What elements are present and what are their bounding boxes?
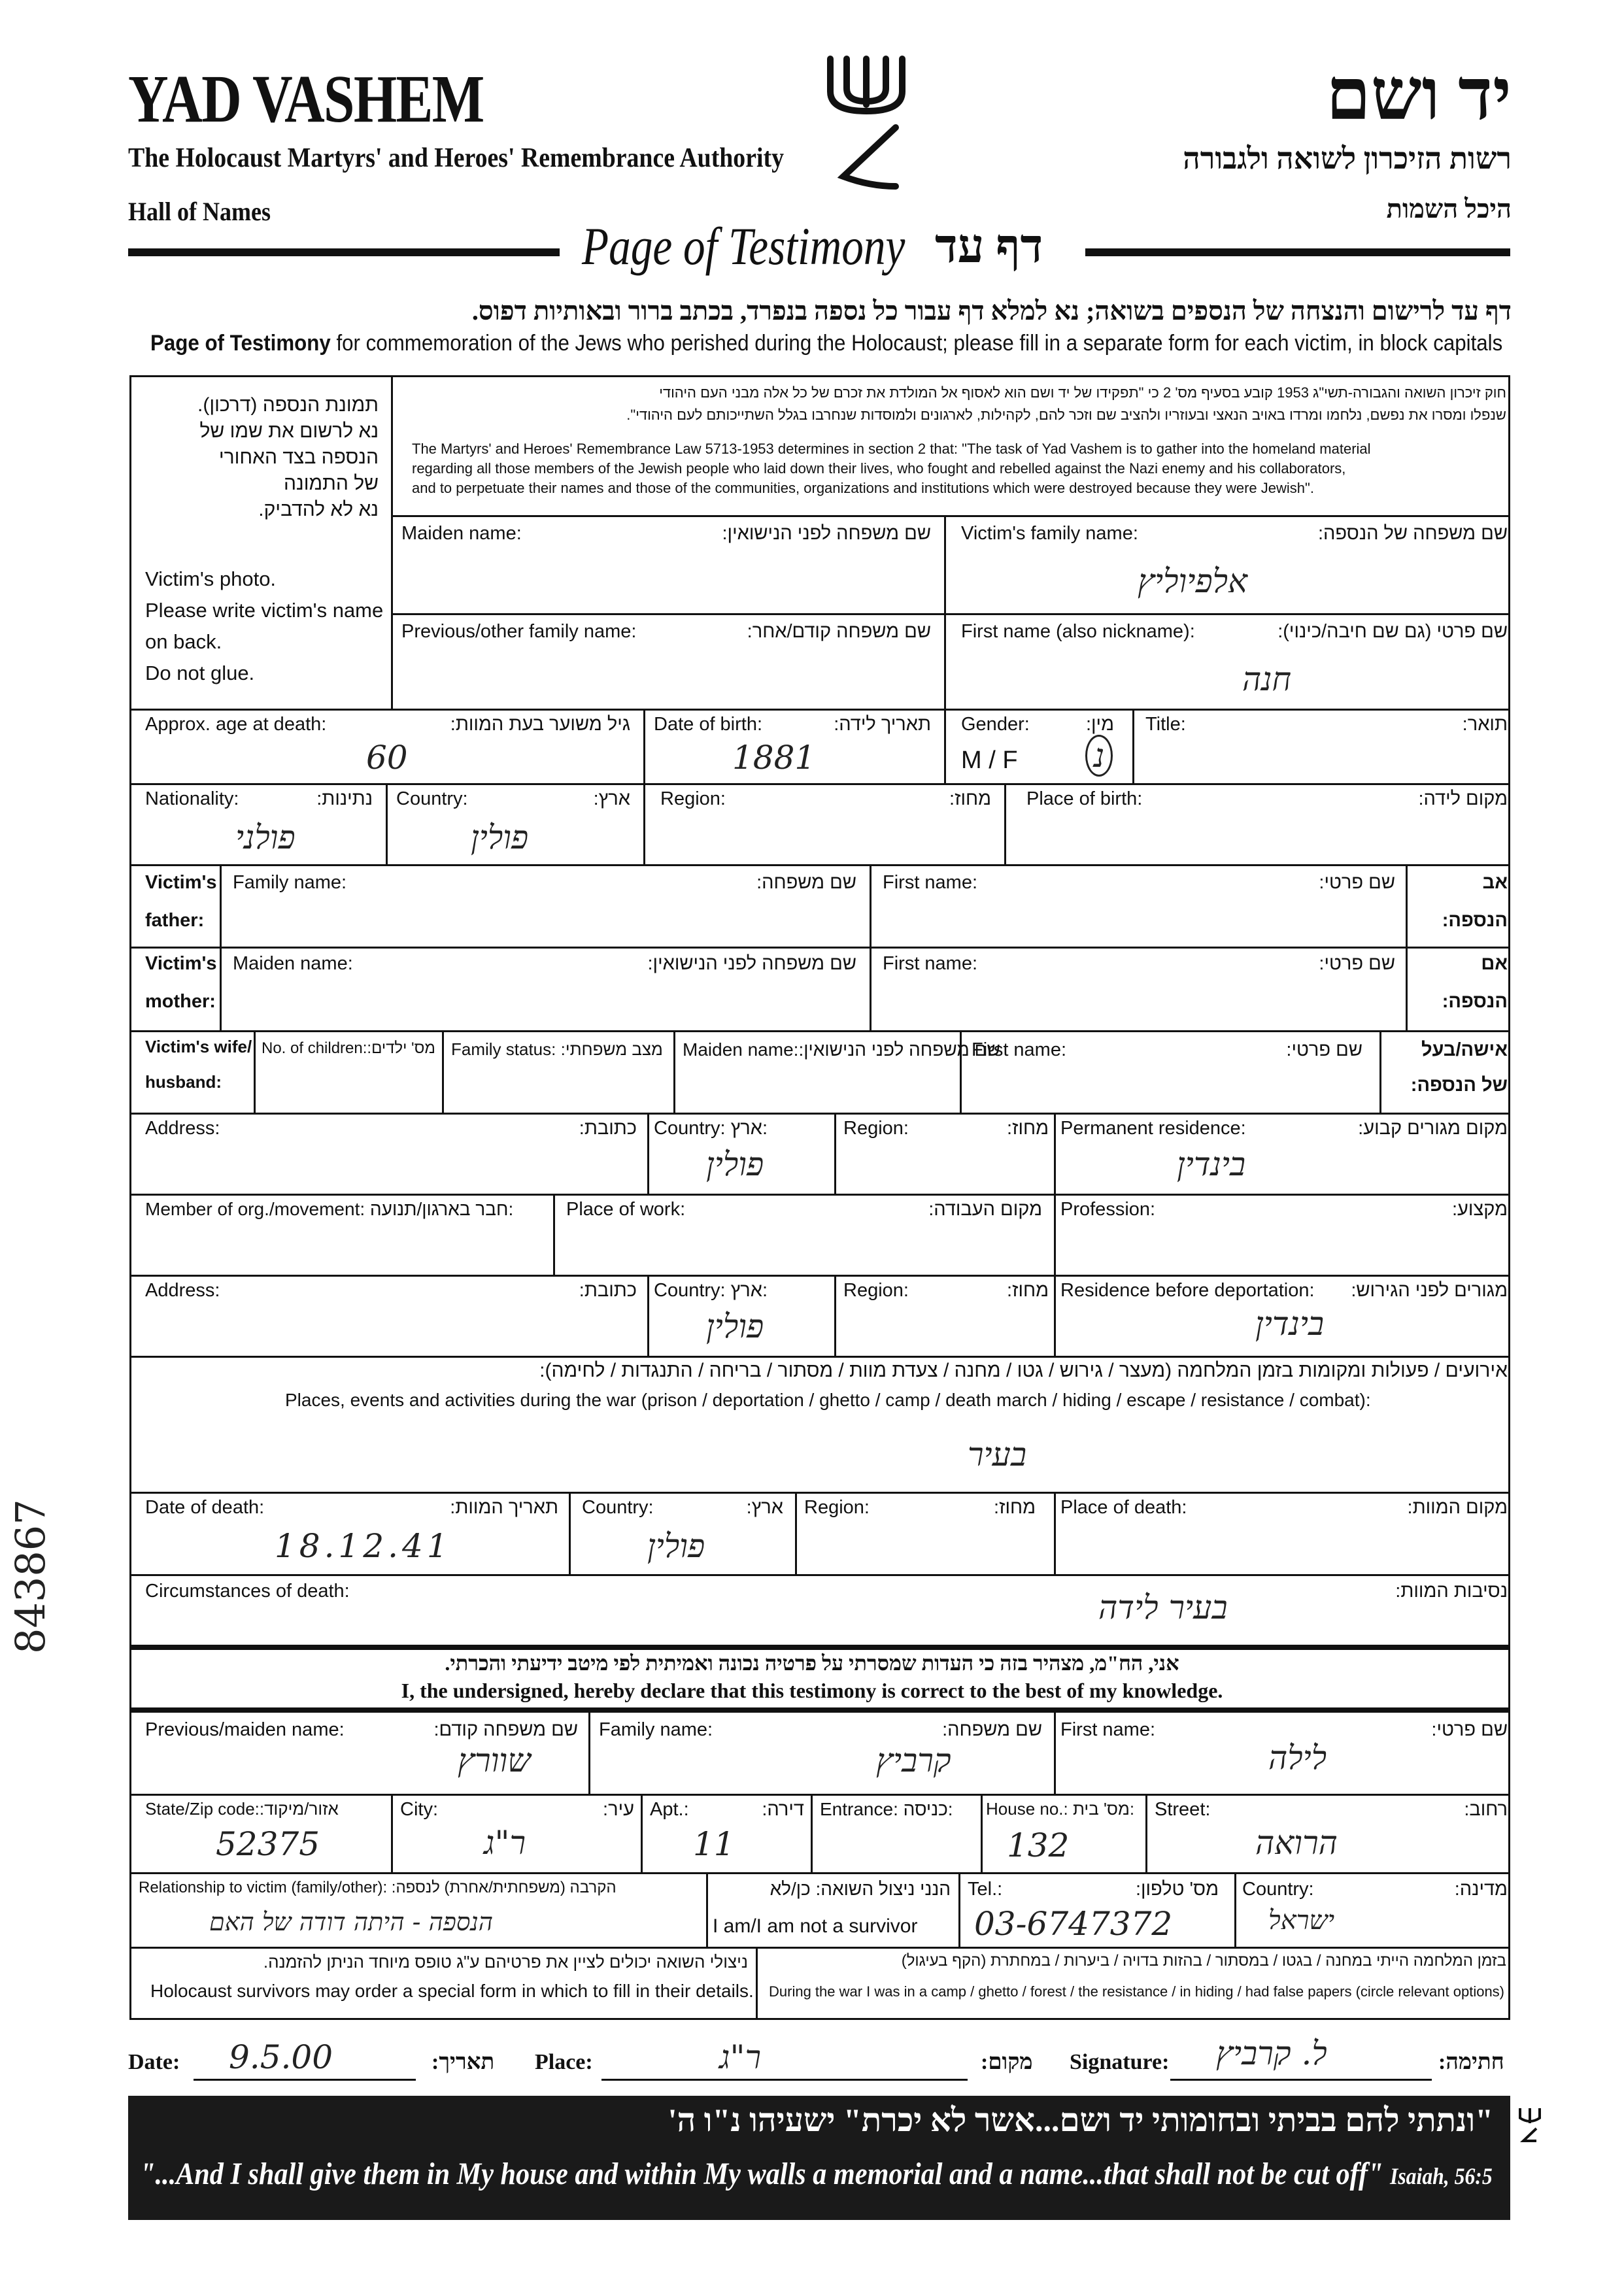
law-en-line-1: The Martyrs' and Heroes' Remembrance Law 5713-1953 determines in section 2 that: "The task of Yad Vashem is to gather into the homeland material	[412, 441, 1371, 457]
label-entrance	[820, 1799, 953, 1820]
label-death-country-he: ארץ:	[746, 1497, 783, 1518]
label-member	[145, 1199, 513, 1220]
label-perm-region	[843, 1118, 909, 1139]
label-dod-he: תאריך המוות:	[450, 1497, 558, 1518]
photo-en-line-4: Do not glue.	[145, 662, 255, 684]
label-dob: Date of birth:	[654, 714, 763, 735]
law-he-line-2: שנפלו ומסרו את נפשם, נלחמו ומרדו באויב הנאצי ובעוזריו ולהציב שם וזכר להם, לקהילות, לארגונים ולמוסדות שנחרבו בגלל השתייכותם לעם היהודי".	[626, 407, 1506, 423]
label-death-country: Country:	[582, 1497, 654, 1518]
label-pod: Place of death:	[1060, 1497, 1187, 1518]
label-pob: Place of birth:	[1026, 788, 1143, 809]
photo-he-line-5: נא לא להדביק.	[258, 499, 379, 520]
footer-quote-ref: Isaiah, 56:5	[1390, 2163, 1493, 2189]
label-survivor-he: הנני ניצול השואה: כן/לא	[770, 1879, 951, 1899]
label-state-en: State/Zip code:	[145, 1799, 260, 1819]
entry-events[interactable]: בעיר	[968, 1436, 1027, 1473]
photo-he-line-4: של התמונה	[284, 473, 379, 494]
entry-gender-mark[interactable]: נ	[1085, 735, 1113, 777]
label-perm-country-en: Country:	[654, 1118, 726, 1139]
label-gender: Gender:	[961, 714, 1030, 735]
label-children-he: מס' ילדים:	[367, 1039, 435, 1057]
title-rule-left	[128, 248, 560, 256]
label-during-en: During the war I was in a camp / ghetto / forest / the resistance / in hiding / had false papers (circle relevant options)	[769, 1983, 1505, 2000]
label-date-he: תאריך:	[431, 2050, 495, 2074]
photo-he-line-1: תמונת הנספה (דרכון).	[197, 394, 379, 416]
archive-number: 843867	[7, 1499, 54, 1654]
label-dep-address: Address:	[145, 1280, 220, 1301]
label-spouse-first-he: שם פרטי:	[1286, 1039, 1362, 1060]
footer-quote-he: "ונתתי להם בביתי ובחומותי יד ושם...אשר לא יכרת" ישעיהו נ"ו ה'	[668, 2102, 1493, 2138]
label-dep-country-en: Country:	[654, 1280, 726, 1301]
label-tel: Tel.:	[968, 1879, 1003, 1900]
entry-nationality[interactable]: פולני	[235, 818, 296, 856]
entry-tel[interactable]: 03-6747372	[974, 1905, 1173, 1943]
label-father-first-he: שם פרטי:	[1319, 872, 1395, 893]
label-events-he: אירועים / פעולות ומקומות בזמן המלחמה (מעצר / גירוש / גטו / מחנה / צעדת מוות / מסתור / בריחה / התנגדות / לחימה):	[539, 1360, 1508, 1381]
label-s-first-he: שם פרטי:	[1431, 1719, 1508, 1740]
law-en-line-3: and to perpetuate their names and those of the communities, organizations and institutions which were destroyed because they were Jewish".	[412, 480, 1314, 496]
entry-country[interactable]: פולין	[471, 818, 529, 856]
photo-en-line-3: on back.	[145, 630, 222, 653]
label-spouse-1: Victim's wife/	[145, 1037, 252, 1056]
entry-s-prev[interactable]: שוורץ	[458, 1741, 531, 1779]
label-prev-name-he: שם משפחה קודם/אחר:	[747, 621, 931, 642]
label-place-he: מקום:	[981, 2050, 1033, 2074]
label-mother-maiden-he: שם משפחה לפני הנישואין:	[647, 953, 856, 974]
photo-he-line-3: הנספה בצד האחורי	[218, 446, 379, 468]
label-circumstances-he: נסיבות המוות:	[1395, 1581, 1508, 1602]
label-nationality-he: נתינות:	[316, 788, 373, 809]
label-res-dep-he: מגורים לפני הגירוש:	[1351, 1280, 1508, 1301]
date-line	[128, 2050, 180, 2075]
label-city-he: עיר:	[603, 1799, 634, 1820]
label-spouse-maiden-he: שם משפחה לפני הנישואין:	[798, 1039, 1000, 1060]
entry-signature[interactable]: ל. קרביץ	[1216, 2034, 1327, 2072]
label-s-prev: Previous/maiden name:	[145, 1719, 345, 1740]
photo-instructions-en	[145, 563, 383, 689]
hall-of-names-en: Hall of Names	[128, 197, 271, 226]
label-dep-region-he: מחוז:	[1007, 1280, 1049, 1301]
entry-perm-res[interactable]: בינדין	[1177, 1145, 1246, 1183]
photo-instructions-he	[197, 392, 379, 523]
label-work-he: מקום העבודה:	[928, 1199, 1042, 1220]
label-res-dep: Residence before deportation:	[1060, 1280, 1315, 1301]
label-signature: Signature:	[1070, 2050, 1170, 2074]
entry-s-first[interactable]: לילה	[1268, 1739, 1327, 1777]
label-pob-he: מקום לידה:	[1418, 788, 1508, 809]
label-relation-he: הקרבה (משפחתית/אחרת) לנספה:	[391, 1879, 617, 1896]
label-address: Address:	[145, 1118, 220, 1139]
label-children-en: No. of children:	[262, 1039, 367, 1057]
label-death-region-he: מחוז:	[994, 1497, 1036, 1518]
label-address-he: כתובת:	[579, 1118, 637, 1139]
label-perm-country-he: ארץ:	[730, 1118, 768, 1139]
gender-options[interactable]: M / F	[961, 747, 1018, 774]
label-father-first: First name:	[883, 872, 978, 893]
label-age-he: גיל משוער בעת המוות:	[450, 714, 630, 735]
label-dob-he: תאריך לידה:	[834, 714, 931, 735]
label-mother-first-he: שם פרטי:	[1319, 953, 1395, 974]
law-en-line-2: regarding all those members of the Jewish people who laid down their lives, who fought and rebelled against the Nazi enemy and his collaborators,	[412, 460, 1346, 477]
label-title: Title:	[1145, 714, 1186, 735]
label-perm-res-he: מקום מגורים קבוע:	[1358, 1118, 1508, 1139]
label-father-family-he: שם משפחה:	[756, 872, 856, 893]
entry-zip[interactable]: 52375	[216, 1825, 320, 1863]
label-maiden-name: Maiden name:	[401, 523, 522, 544]
label-houseno-he: מס' בית:	[1072, 1799, 1135, 1819]
instructions-he: דף עד לרישום והנצחה של הנספים בשואה; נא למלא דף עבור כל נספה בנפרד, בכתב ברור ובאותיות דפוס.	[471, 296, 1512, 326]
label-s-first: First name:	[1060, 1719, 1156, 1740]
label-date: Date:	[128, 2050, 180, 2074]
label-dep-country-he: ארץ:	[730, 1280, 768, 1301]
label-circumstances: Circumstances of death:	[145, 1581, 350, 1602]
label-during-he: בזמן המלחמה הייתי במחנה / בגטו / במסתור / בהזות בדויה / ביערות / במחתרת (הקף בעיגול)	[901, 1952, 1506, 1970]
label-spouse-maiden	[683, 1039, 1000, 1060]
label-victim-family: Victim's family name:	[961, 523, 1138, 544]
label-signature-he: חתימה:	[1438, 2050, 1504, 2074]
label-member-he: חבר בארגון/תנועה:	[369, 1199, 514, 1219]
label-father-1: Victim's	[145, 872, 217, 893]
entry-age[interactable]: 60	[366, 739, 408, 777]
label-dep-address-he: כתובת:	[579, 1280, 637, 1301]
label-famstat-he: מצב משפחתי:	[560, 1039, 663, 1059]
declaration-he: אני, הח"מ, מצהיר בזה כי העדות שמסרתי על פרטיה נכונה ואמיתית לפי מיטב ידיעתי והכרתי.	[445, 1651, 1179, 1675]
label-region-he: מחוז:	[949, 788, 991, 809]
entry-perm-country[interactable]: פולין	[706, 1145, 764, 1183]
label-dep-region: Region:	[843, 1280, 909, 1301]
label-apt-he: דירה:	[762, 1799, 804, 1820]
label-death-region: Region:	[804, 1497, 870, 1518]
label-street-he: רחוב:	[1464, 1799, 1508, 1820]
label-age: Approx. age at death:	[145, 714, 327, 735]
form-title-he: דף עד	[935, 220, 1043, 273]
label-first-nick-he: שם פרטי (גם שם חיבה/כינוי):	[1277, 621, 1508, 642]
label-spouse-2: husband:	[145, 1072, 222, 1092]
label-father-he-1: אב	[1482, 872, 1508, 893]
entry-victim-family[interactable]: אלפיוליץ	[1138, 562, 1248, 600]
label-perm-res: Permanent residence:	[1060, 1118, 1246, 1139]
footer-quote-en-line	[140, 2156, 1493, 2192]
menorah-logo	[817, 52, 915, 196]
photo-divider	[391, 375, 393, 709]
label-maiden-name-he: שם משפחה לפני הנישואין:	[722, 523, 931, 544]
label-relationship	[139, 1879, 617, 1897]
label-perm-country	[654, 1118, 768, 1139]
entry-houseno[interactable]: 132	[1007, 1826, 1070, 1864]
label-houseno	[986, 1799, 1134, 1819]
label-s-country: Country:	[1242, 1879, 1314, 1900]
label-work: Place of work:	[566, 1199, 686, 1220]
label-victim-family-he: שם משפחה של הנספה:	[1317, 523, 1508, 544]
entry-dod[interactable]: 18.12.41	[275, 1527, 452, 1565]
footer-quote-en: "...And I shall give them in My house and within My walls a memorial and a name...that shall not be cut off"	[140, 2157, 1383, 2191]
label-houseno-en: House no.:	[986, 1799, 1068, 1819]
entry-dob[interactable]: 1881	[732, 739, 816, 777]
label-children	[262, 1039, 435, 1058]
label-city: City:	[400, 1799, 438, 1820]
label-dod: Date of death:	[145, 1497, 265, 1518]
label-entrance-en: Entrance:	[820, 1799, 898, 1819]
label-place: Place:	[535, 2050, 593, 2074]
label-state-he: אזור/מיקוד:	[259, 1799, 339, 1819]
label-s-country-he: מדינה:	[1454, 1879, 1508, 1900]
label-father-he-2: הנספה:	[1442, 910, 1508, 931]
label-title-he: תואר:	[1462, 714, 1508, 735]
entry-date[interactable]: 9.5.00	[229, 2038, 333, 2076]
entry-city[interactable]: ר"ג	[484, 1824, 526, 1862]
org-subtitle-en: The Holocaust Martyrs' and Heroes' Remembrance Authority	[128, 143, 784, 173]
label-s-prev-he: שם משפחה קודם:	[433, 1719, 578, 1740]
label-spouse-he-1: אישה/בעל	[1421, 1039, 1508, 1060]
label-prev-name: Previous/other family name:	[401, 621, 637, 642]
entry-circumstances[interactable]: בעיר לידה	[1098, 1588, 1228, 1626]
label-mother-maiden: Maiden name:	[233, 953, 353, 974]
label-street: Street:	[1155, 1799, 1211, 1820]
label-spouse-maiden-en: Maiden name:	[683, 1039, 799, 1060]
law-text-en	[412, 439, 1371, 498]
label-gender-he: מין:	[1085, 714, 1114, 735]
entry-street[interactable]: הרואה	[1255, 1824, 1338, 1862]
label-spouse-first: First name:	[972, 1039, 1067, 1060]
entry-death-country[interactable]: פולין	[647, 1527, 705, 1565]
label-mother-2: mother:	[145, 991, 216, 1012]
org-subtitle-he: רשות הזיכרון לשואה ולגבורה	[1183, 142, 1512, 175]
label-father-2: father:	[145, 910, 205, 931]
label-entrance-he: כניסה:	[903, 1799, 953, 1819]
label-family-status	[451, 1039, 663, 1060]
entry-s-country[interactable]: ישראל	[1268, 1906, 1335, 1936]
entry-s-family[interactable]: קרביץ	[876, 1741, 951, 1779]
label-state	[145, 1799, 339, 1819]
label-profession-he: מקצוע:	[1451, 1199, 1508, 1220]
label-s-family: Family name:	[599, 1719, 713, 1740]
instructions-en-text: for commemoration of the Jews who perished during the Holocaust; please fill in a separate form for each victim, in block capitals	[330, 331, 1503, 356]
label-s-family-he: שם משפחה:	[942, 1719, 1042, 1740]
label-events-en: Places, events and activities during the war (prison / deportation / ghetto / camp / death march / hiding / escape / resistance / combat):	[285, 1390, 1371, 1410]
photo-he-line-2: נא לרשום את שמו של	[199, 420, 379, 442]
hall-of-names-he: היכל השמות	[1386, 194, 1512, 224]
label-mother-1: Victim's	[145, 953, 217, 974]
instructions-en	[150, 331, 1502, 356]
photo-en-line-1: Victim's photo.	[145, 567, 277, 590]
label-tel-he: מס' טלפון:	[1135, 1879, 1219, 1900]
entry-res-dep[interactable]: בינדין	[1255, 1305, 1325, 1343]
label-perm-region-en: Region:	[843, 1118, 909, 1139]
label-famstat-en: Family status:	[451, 1039, 556, 1059]
photo-en-line-2: Please write victim's name	[145, 599, 384, 622]
label-country: Country:	[396, 788, 468, 809]
law-he-line-1: חוק זיכרון השואה והגבורה-תשי"ג 1953 קובע בסעיף מס' 2 כי "תפקידו של יד ושם הוא לאסוף אל המולדת את זכרם של כל אלה מבני העם היהודי	[659, 384, 1506, 401]
label-dep-country	[654, 1280, 768, 1302]
entry-apt[interactable]: 11	[693, 1825, 735, 1863]
label-country-he: ארץ:	[593, 788, 630, 809]
label-region: Region:	[660, 788, 726, 809]
title-rule-right	[1085, 248, 1510, 256]
label-mother-he-2: הנספה:	[1442, 991, 1508, 1012]
label-mother-first: First name:	[883, 953, 978, 974]
label-apt: Apt.:	[650, 1799, 689, 1820]
label-profession: Profession:	[1060, 1199, 1156, 1220]
label-member-en: Member of org./movement:	[145, 1199, 365, 1219]
form-title-en: Page of Testimony	[582, 216, 905, 276]
law-text-he	[506, 382, 1506, 426]
label-special-he: ניצולי השואה יכולים לציין את פרטיהם ע"ג טופס מיוחד הניתן להזמנה.	[263, 1952, 748, 1972]
entry-place[interactable]: ר"ג	[719, 2038, 762, 2076]
label-mother-he-1: אם	[1481, 953, 1508, 974]
label-nationality: Nationality:	[145, 788, 239, 809]
label-pod-he: מקום המוות:	[1407, 1497, 1508, 1518]
menorah-small-icon	[1517, 2105, 1543, 2144]
declaration-en: I, the undersigned, hereby declare that this testimony is correct to the best of my knowledge.	[401, 1679, 1223, 1702]
org-name-he: יד ושם	[1326, 55, 1512, 135]
org-name-en: YAD VASHEM	[128, 61, 484, 137]
entry-victim-first[interactable]: חנה	[1242, 660, 1292, 698]
label-survivor-en: I am/I am not a survivor	[713, 1915, 918, 1937]
label-special-en: Holocaust survivors may order a special form in which to fill in their details.	[150, 1981, 754, 2001]
label-spouse-he-2: של הנספה:	[1410, 1075, 1508, 1096]
label-relation-en: Relationship to victim (family/other):	[139, 1879, 388, 1896]
entry-dep-country[interactable]: פולין	[706, 1307, 764, 1345]
instructions-en-bold: Page of Testimony	[150, 331, 331, 356]
label-first-nick: First name (also nickname):	[961, 621, 1195, 642]
label-father-family: Family name:	[233, 872, 347, 893]
label-perm-region-he: מחוז:	[1007, 1118, 1049, 1139]
entry-relation[interactable]: הנספה - היתה דודה של האם	[209, 1908, 493, 1936]
